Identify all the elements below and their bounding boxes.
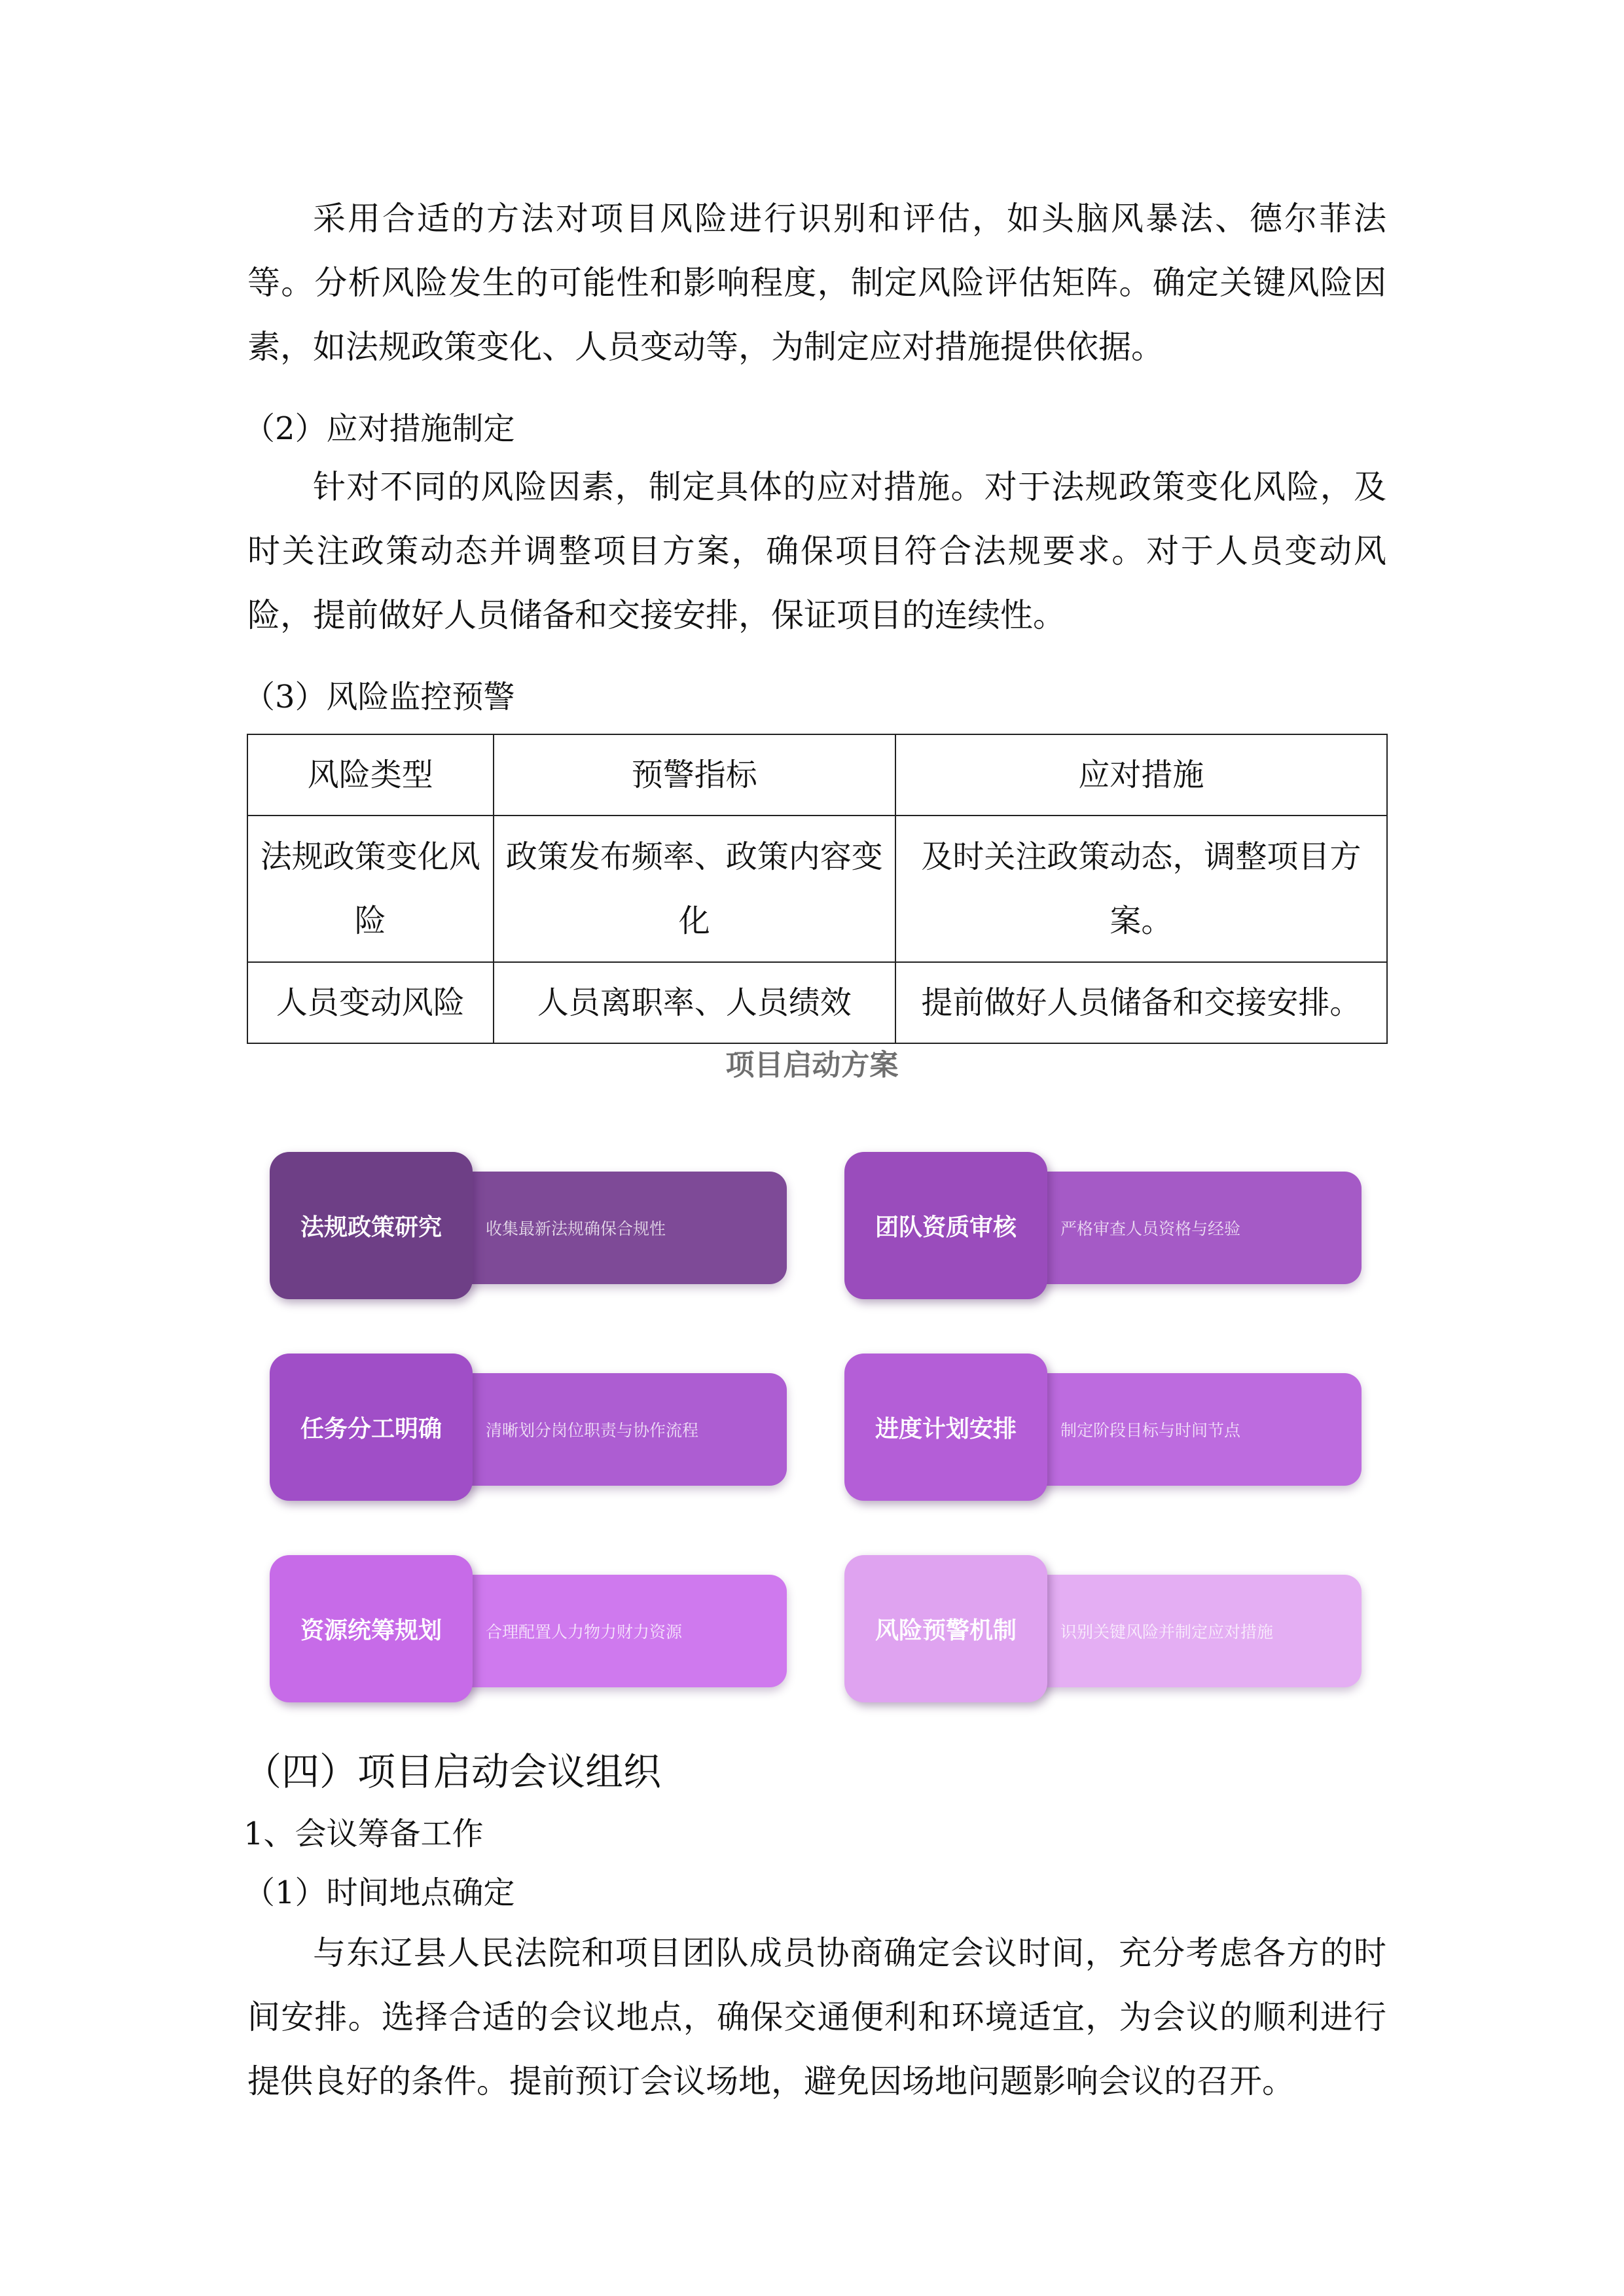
- table-header-row: [247, 734, 1387, 816]
- card-label: 风险预警机制: [844, 1555, 1047, 1702]
- card-description: 制定阶段目标与时间节点: [1060, 1421, 1241, 1440]
- diagram-title: 项目启动方案: [725, 1049, 899, 1082]
- plan-card: [270, 1152, 787, 1299]
- section-heading: （四）项目启动会议组织: [244, 1749, 662, 1794]
- card-label: 团队资质审核: [844, 1152, 1047, 1299]
- risk-monitoring-table: [247, 734, 1388, 1044]
- table-cell: 人员变动风险: [247, 962, 494, 1043]
- plan-card: [270, 1354, 787, 1501]
- measures-paragraph: 针对不同的风险因素，制定具体的应对措施。对于法规政策变化风险，及时关注政策动态并调整项目方案，确保项目符合法规要求。对于人员变动风险，提前做好人员储备和交接安排，保证项目的连续性。: [247, 468, 1386, 634]
- table-header-cell: 应对措施: [895, 734, 1387, 816]
- meeting-arrangement-paragraph: 与东辽县人民法院和项目团队成员协商确定会议时间，充分考虑各方的时间安排。选择合适的会议地点，确保交通便利和环境适宜，为会议的顺利进行提供良好的条件。提前预订会议场地，避免因场地问题影响会议的召开。: [247, 1934, 1386, 2100]
- plan-card: [844, 1555, 1362, 1702]
- plan-card: [844, 1354, 1362, 1501]
- subsection-heading: 1、会议筹备工作: [244, 1816, 484, 1852]
- card-label: 法规政策研究: [270, 1152, 473, 1299]
- card-description: 识别关键风险并制定应对措施: [1060, 1623, 1274, 1641]
- plan-card: [844, 1152, 1362, 1299]
- plan-card: [270, 1555, 787, 1702]
- table-row: [247, 816, 1387, 962]
- card-label: 任务分工明确: [270, 1354, 473, 1501]
- risk-identification-paragraph: 采用合适的方法对项目风险进行识别和评估，如头脑风暴法、德尔菲法等。分析风险发生的可能性和影响程度，制定风险评估矩阵。确定关键风险因素，如法规政策变化、人员变动等，为制定应对措施提供依据。: [247, 200, 1386, 366]
- card-description: 清晰划分岗位职责与协作流程: [486, 1421, 699, 1440]
- card-label: 进度计划安排: [844, 1354, 1047, 1501]
- table-cell: 政策发布频率、政策内容变化: [494, 816, 895, 962]
- monitoring-heading: （3）风险监控预警: [244, 679, 515, 715]
- card-description: 严格审查人员资格与经验: [1060, 1219, 1241, 1238]
- card-description: 收集最新法规确保合规性: [486, 1219, 666, 1238]
- card-label: 资源统筹规划: [270, 1555, 473, 1702]
- table-row: [247, 962, 1387, 1043]
- table-header-cell: 预警指标: [494, 734, 895, 816]
- table-cell: 及时关注政策动态，调整项目方案。: [895, 816, 1387, 962]
- table-cell: 提前做好人员储备和交接安排。: [895, 962, 1387, 1043]
- card-description: 合理配置人力物力财力资源: [486, 1623, 683, 1641]
- measures-heading: （2）应对措施制定: [244, 410, 515, 447]
- table-cell: 法规政策变化风险: [247, 816, 494, 962]
- table-header-cell: 风险类型: [247, 734, 494, 816]
- sub-subsection-heading: （1）时间地点确定: [244, 1874, 515, 1911]
- table-cell: 人员离职率、人员绩效: [494, 962, 895, 1043]
